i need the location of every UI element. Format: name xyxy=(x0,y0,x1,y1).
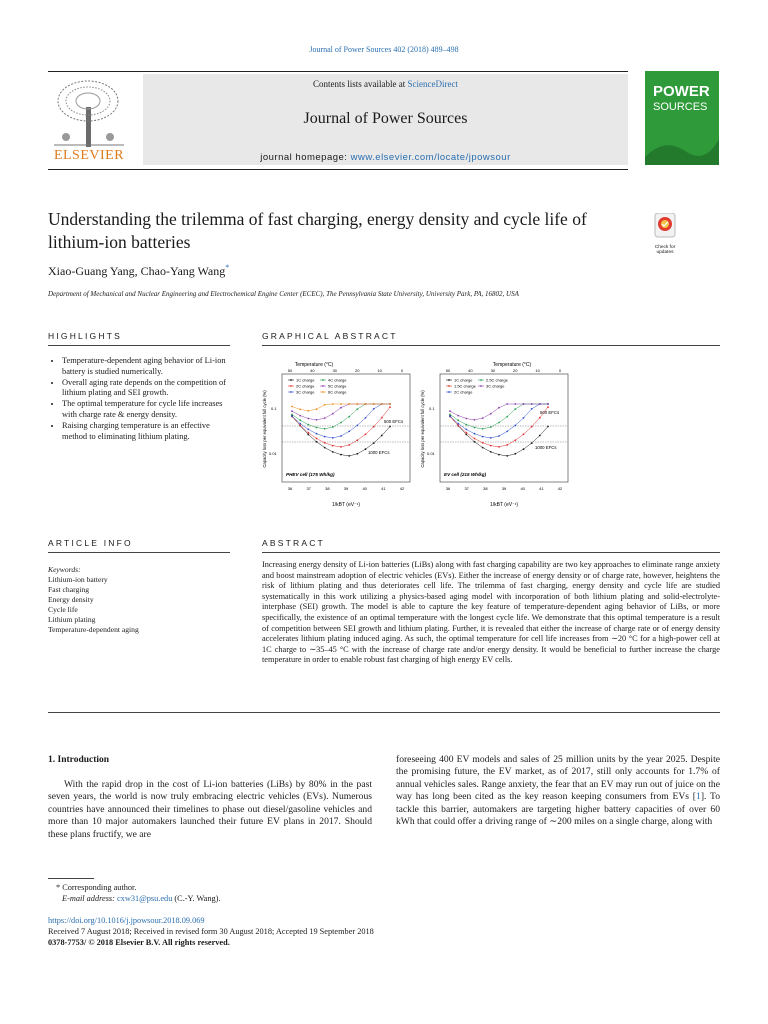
email-label: E-mail address: xyxy=(62,894,117,903)
data-point xyxy=(373,403,375,405)
highlight-item: • The optimal temperature for cycle life increases with charge rate & energy density. xyxy=(62,399,227,421)
data-point xyxy=(356,403,358,405)
data-point xyxy=(307,424,309,426)
legend-marker xyxy=(290,385,292,387)
data-point xyxy=(340,422,342,424)
data-point xyxy=(523,448,525,450)
legend-label: 6C charge xyxy=(328,389,347,395)
top-tick-label: 0 xyxy=(400,368,404,373)
data-point xyxy=(389,406,391,408)
doi-link[interactable]: https://doi.org/10.1016/j.jpowsour.2018.09.069 xyxy=(48,916,205,925)
data-point xyxy=(291,410,293,412)
article-info-divider xyxy=(48,552,230,553)
data-point xyxy=(348,455,350,457)
data-point xyxy=(316,433,318,435)
data-point xyxy=(482,447,484,449)
bottom-tick-label: 37 xyxy=(464,486,469,491)
check-updates-icon xyxy=(648,213,682,239)
top-tick-label: 40 xyxy=(310,368,315,373)
data-point xyxy=(356,408,358,410)
top-tick-label: 50 xyxy=(287,368,293,373)
data-point xyxy=(531,408,533,410)
publication-info xyxy=(48,915,374,948)
data-point xyxy=(348,403,350,405)
bottom-tick-label: 39 xyxy=(501,486,507,491)
data-point xyxy=(348,444,350,446)
data-point xyxy=(514,453,516,455)
legend-label: 3C charge xyxy=(296,389,315,395)
top-tick-label: 20 xyxy=(512,368,518,373)
intro-text: ]. To tackle this barrier, automakers are targeting higher battery capacities of over 60 kWh that could offer a driving range of ∼200 miles on a single charge, along with xyxy=(396,791,720,828)
data-point xyxy=(490,426,492,428)
top-tick-label: 20 xyxy=(354,368,360,373)
y-tick-label: 0.1 xyxy=(429,406,435,411)
highlights-heading: HIGHLIGHTS xyxy=(48,331,122,341)
bottom-tick-label: 42 xyxy=(557,486,563,491)
data-point xyxy=(547,403,549,405)
highlights-list xyxy=(52,356,227,442)
top-tick-label: 10 xyxy=(377,368,382,373)
data-point xyxy=(365,448,367,450)
highlight-item: • Temperature-dependent aging behavior of Li-ion battery is studied numerically. xyxy=(62,356,227,378)
legend-marker xyxy=(290,379,292,381)
data-point xyxy=(547,406,549,408)
legend-label: 1.5C charge xyxy=(454,383,476,389)
data-point xyxy=(506,403,508,405)
data-point xyxy=(539,435,541,437)
left-annotation-upper: 500 EFCs xyxy=(384,419,404,424)
data-point xyxy=(348,416,350,418)
data-point xyxy=(316,441,318,443)
email-line xyxy=(48,893,220,904)
top-axis-label: Temperature (°C) xyxy=(294,362,334,368)
y-axis-label: Capacity loss per equivalent full cycle (%) xyxy=(262,390,267,468)
data-point xyxy=(340,403,342,405)
data-point xyxy=(316,427,318,429)
top-tick-label: 0 xyxy=(558,368,562,373)
y-axis-label: Capacity loss per equivalent full cycle (%) xyxy=(420,390,425,468)
keywords-block xyxy=(48,565,139,635)
data-point xyxy=(498,422,500,424)
footnote-divider xyxy=(48,878,94,879)
bottom-tick-label: 41 xyxy=(381,486,386,491)
header-panel xyxy=(143,74,628,165)
top-tick-label: 50 xyxy=(445,368,451,373)
article-title: Understanding the trilemma of fast charging, energy density and cycle life of lithium-ion batteries xyxy=(48,209,587,252)
intro-text: foreseeing 400 EV models and sales of 25 million units by the year 2025. Despite the promising future, the EV market, as of 2017, still only accounts for 1.7% of annual vehicles sales. Range anxiety, the fear that an EV may run out of juice on the way has long been cited as the key reason keeping consumers from EVs [ xyxy=(396,754,720,803)
legend-label: 5C charge xyxy=(328,383,347,389)
top-tick-label: 30 xyxy=(490,368,496,373)
reference-link[interactable]: 1 xyxy=(696,791,701,803)
data-point xyxy=(324,442,326,444)
data-point xyxy=(316,438,318,440)
keyword: Energy density xyxy=(48,595,94,604)
data-point xyxy=(514,408,516,410)
data-point xyxy=(474,427,476,429)
data-point xyxy=(332,403,334,405)
data-point xyxy=(291,415,293,417)
keyword: Lithium plating xyxy=(48,615,96,624)
data-point xyxy=(373,408,375,410)
data-point xyxy=(474,441,476,443)
data-point xyxy=(307,434,309,436)
homepage-line xyxy=(143,152,628,163)
legend-label: 1C charge xyxy=(296,377,315,383)
data-point xyxy=(547,426,549,428)
data-point xyxy=(332,426,334,428)
data-point xyxy=(506,431,508,433)
legend-label: 4C charge xyxy=(328,377,347,383)
data-point xyxy=(299,425,301,427)
legend-label: 1C charge xyxy=(454,377,473,383)
data-point xyxy=(498,446,500,448)
highlight-item: • Overall aging rate depends on the competition of lithium plating and SEI growth. xyxy=(62,378,227,400)
bottom-tick-label: 42 xyxy=(399,486,405,491)
legend-marker xyxy=(448,385,450,387)
data-point xyxy=(373,426,375,428)
left-annotation-lower: 1000 EFCs xyxy=(368,450,390,455)
data-point xyxy=(474,419,476,421)
contents-prefix: Contents lists available at xyxy=(313,79,408,89)
data-point xyxy=(356,439,358,441)
data-point xyxy=(324,436,326,438)
keyword: Temperature-dependent aging xyxy=(48,625,139,634)
data-point xyxy=(539,403,541,405)
data-point xyxy=(465,418,467,420)
legend-marker xyxy=(322,379,324,381)
intro-column-1: With the rapid drop in the cost of Li-ion batteries (LiBs) by 80% in the past seven years, the world is now truly embracing electric vehicles (EVs). Numerous countries have announced their timelines to phase out diesel/gasoline vehicles and more than 10 major automakers launched their future EV plans in 2017. Should these plans fructify, we are xyxy=(48,779,372,840)
copyright-notice: 0378-7753/ © 2018 Elsevier B.V. All rights reserved. xyxy=(48,938,230,947)
keyword: Cycle life xyxy=(48,605,78,614)
data-point xyxy=(365,417,367,419)
article-info-heading: ARTICLE INFO xyxy=(48,538,133,548)
data-point xyxy=(332,445,334,447)
data-point xyxy=(506,444,508,446)
data-point xyxy=(381,403,383,405)
data-point xyxy=(482,436,484,438)
data-point xyxy=(449,410,451,412)
data-point xyxy=(498,454,500,456)
data-point xyxy=(307,410,309,412)
legend-marker xyxy=(480,379,482,381)
data-point xyxy=(340,435,342,437)
graphical-abstract-divider xyxy=(262,345,720,346)
affiliation: Department of Mechanical and Nuclear Engineering and Electrochemical Engine Center (ECEC), The Pennsylvania State University, University Park, PA, 16802, USA xyxy=(48,290,519,298)
introduction-heading: 1. Introduction xyxy=(48,755,110,765)
series-line xyxy=(450,407,548,447)
data-point xyxy=(389,426,391,428)
left-cell-label: PHEV cell (175 Wh/kg) xyxy=(286,472,335,477)
cover-graphic-icon xyxy=(645,117,719,165)
bottom-tick-label: 41 xyxy=(539,486,544,491)
intro-column-2 xyxy=(396,754,720,828)
data-point xyxy=(291,414,293,416)
data-point xyxy=(465,432,467,434)
journal-cover[interactable] xyxy=(645,71,719,165)
data-point xyxy=(465,424,467,426)
email-suffix: (C.-Y. Wang). xyxy=(172,894,221,903)
y-tick-label: 0.01 xyxy=(269,451,277,456)
footnote xyxy=(48,882,220,904)
legend-marker xyxy=(322,385,324,387)
data-point xyxy=(514,403,516,405)
data-point xyxy=(299,419,301,421)
data-point xyxy=(531,403,533,405)
legend-label: 2C charge xyxy=(296,383,315,389)
data-point xyxy=(490,451,492,453)
data-point xyxy=(365,433,367,435)
highlights-divider xyxy=(48,345,230,346)
data-point xyxy=(332,451,334,453)
bottom-tick-label: 40 xyxy=(520,486,525,491)
graphical-abstract-figure xyxy=(262,352,582,508)
data-point xyxy=(324,428,326,430)
highlight-item: • Raising charging temperature is an effective method to eliminating lithium plating. xyxy=(62,421,227,443)
legend-marker xyxy=(480,385,482,387)
legend-label: 2C charge xyxy=(454,389,473,395)
data-point xyxy=(482,417,484,419)
data-point xyxy=(465,429,467,431)
right-annotation-upper: 500 EFCs xyxy=(540,410,560,415)
y-tick-label: 0.01 xyxy=(427,451,435,456)
top-axis-label: Temperature (°C) xyxy=(492,362,532,368)
sciencedirect-link[interactable]: ScienceDirect xyxy=(407,79,458,89)
left-panel xyxy=(262,362,410,508)
cover-title-line1: POWER xyxy=(653,83,710,100)
homepage-link[interactable]: www.elsevier.com/locate/jpowsour xyxy=(350,152,511,163)
journal-title: Journal of Power Sources xyxy=(303,110,468,127)
data-point xyxy=(332,437,334,439)
top-tick-label: 10 xyxy=(535,368,540,373)
legend-label: 3C charge xyxy=(486,383,505,389)
bottom-tick-label: 39 xyxy=(343,486,349,491)
series-line xyxy=(292,407,390,447)
data-point xyxy=(506,416,508,418)
data-point xyxy=(531,426,533,428)
abstract-bottom-divider xyxy=(48,712,720,713)
data-point xyxy=(340,407,342,409)
bottom-tick-label: 36 xyxy=(287,486,293,491)
right-cell-label: EV cell (215 Wh/kg) xyxy=(444,472,487,477)
data-point xyxy=(490,413,492,415)
data-point xyxy=(474,438,476,440)
author-names: Xiao-Guang Yang, Chao-Yang Wang xyxy=(48,264,226,278)
journal-reference[interactable]: Journal of Power Sources 402 (2018) 489–498 xyxy=(309,45,459,54)
bottom-tick-label: 38 xyxy=(325,486,330,491)
right-annotation-lower: 1000 EFCs xyxy=(535,445,557,450)
email-link[interactable]: cxw31@psu.edu xyxy=(117,894,173,903)
data-point xyxy=(474,433,476,435)
data-point xyxy=(449,414,451,416)
data-point xyxy=(299,409,301,411)
corresponding-author-mark[interactable]: * xyxy=(225,263,230,272)
data-point xyxy=(356,453,358,455)
legend-marker xyxy=(322,391,324,393)
data-point xyxy=(381,435,383,437)
graphical-abstract-plot xyxy=(262,352,582,508)
abstract-text: Increasing energy density of Li-ion batteries (LiBs) along with fast charging capability are two key approaches to eliminate range anxiety and boost mainstream adoption of electric vehicles (EVs). Either the increase of energy density or of charge rate, however, heightens the risk of lithium plating and thus deteriorates cell life. The trilemma of fast charging, energy density and cycle life are studied systematically in this work utilizing a physics-based aging model with incorporation of both lithium plating and solid-electrolyte-interphase (SEI) growth. The model is able to capture the key feature of temperature-dependent aging behavior of LiBs, or more specifically, the existence of an optimal temperature with the longest cycle life. We demonstrate that this optimal temperature is a result of competition between SEI growth and lithium plating. Further, it is revealed that either the increase of charge rate or of energy density accelerates lithium plating induced aging. As such, the optimal temperature for cell life increases from ∼20 °C for a high-power cell at 1C charge to ∼35–45 °C with the increase of charge rate and/or energy density. It would be beneficial to further increase the charge temperature in order to enable robust fast charging of high energy EV cells. xyxy=(262,560,720,665)
data-point xyxy=(457,423,459,425)
data-point xyxy=(465,434,467,436)
legend-label: 2.5C charge xyxy=(486,377,508,383)
data-point xyxy=(291,406,293,408)
data-point xyxy=(490,437,492,439)
data-point xyxy=(482,428,484,430)
data-point xyxy=(498,435,500,437)
data-point xyxy=(539,417,541,419)
data-point xyxy=(498,407,500,409)
data-point xyxy=(365,403,367,405)
data-point xyxy=(340,446,342,448)
contents-line xyxy=(143,79,628,89)
corresponding-author-note: * Corresponding author. xyxy=(56,883,137,892)
data-point xyxy=(324,404,326,406)
data-point xyxy=(299,415,301,417)
data-point xyxy=(307,429,309,431)
bottom-tick-label: 40 xyxy=(362,486,367,491)
data-point xyxy=(457,419,459,421)
series-line xyxy=(292,404,390,420)
abstract-divider xyxy=(262,552,720,553)
top-tick-label: 40 xyxy=(468,368,473,373)
x-axis-label: 1/kBT (eV⁻¹) xyxy=(331,502,361,508)
series-line xyxy=(450,404,548,420)
data-point xyxy=(324,447,326,449)
data-point xyxy=(307,432,309,434)
abstract-heading: ABSTRACT xyxy=(262,538,325,548)
legend-marker xyxy=(448,391,450,393)
cover-title-line2: SOURCES xyxy=(653,101,708,113)
journal-header xyxy=(48,71,628,170)
legend-marker xyxy=(448,379,450,381)
homepage-prefix: journal homepage: xyxy=(260,152,351,163)
y-tick-label: 0.1 xyxy=(271,406,277,411)
check-for-updates-button[interactable] xyxy=(648,213,682,255)
graphical-abstract-heading: GRAPHICAL ABSTRACT xyxy=(262,331,398,341)
data-point xyxy=(389,403,391,405)
data-point xyxy=(514,439,516,441)
data-point xyxy=(348,431,350,433)
data-point xyxy=(523,417,525,419)
data-point xyxy=(299,423,301,425)
data-point xyxy=(531,442,533,444)
data-point xyxy=(523,433,525,435)
top-tick-label: 30 xyxy=(332,368,338,373)
data-point xyxy=(324,417,326,419)
data-point xyxy=(514,425,516,427)
data-point xyxy=(449,415,451,417)
data-point xyxy=(457,415,459,417)
authors xyxy=(48,263,229,279)
keyword: Lithium-ion battery xyxy=(48,575,108,584)
data-point xyxy=(307,418,309,420)
data-point xyxy=(316,419,318,421)
data-point xyxy=(356,425,358,427)
data-point xyxy=(490,445,492,447)
data-point xyxy=(523,403,525,405)
data-point xyxy=(457,425,459,427)
check-updates-label: Check for updates xyxy=(654,245,676,255)
bottom-tick-label: 37 xyxy=(306,486,311,491)
bottom-tick-label: 36 xyxy=(445,486,451,491)
data-point xyxy=(482,442,484,444)
data-point xyxy=(340,454,342,456)
data-point xyxy=(316,408,318,410)
bottom-tick-label: 38 xyxy=(483,486,488,491)
x-axis-label: 1/kBT (eV⁻¹) xyxy=(489,502,519,508)
legend-marker xyxy=(290,391,292,393)
keywords-label: Keywords: xyxy=(48,565,81,574)
data-point xyxy=(373,442,375,444)
data-point xyxy=(506,455,508,457)
publisher-name: ELSEVIER xyxy=(53,148,125,163)
data-point xyxy=(332,413,334,415)
right-panel xyxy=(420,362,568,508)
data-point xyxy=(381,417,383,419)
received-dates: Received 7 August 2018; Received in revised form 30 August 2018; Accepted 19 September 2018 xyxy=(48,927,374,936)
keyword: Fast charging xyxy=(48,585,89,594)
